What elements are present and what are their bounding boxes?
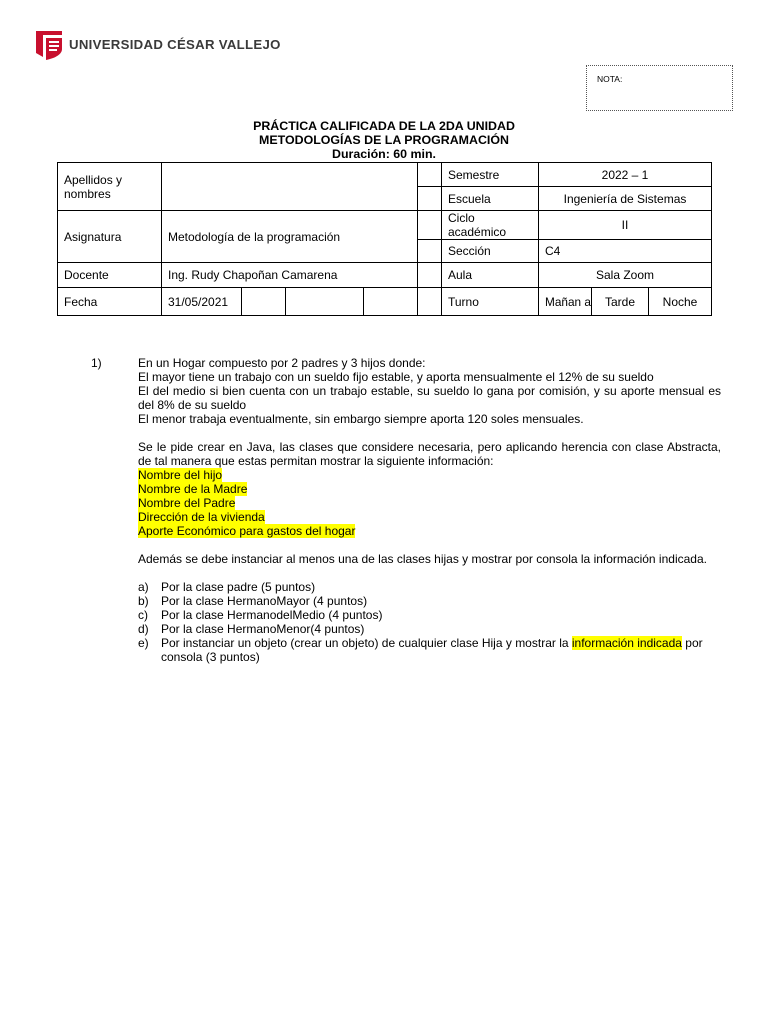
semestre-value: 2022 – 1: [539, 163, 712, 187]
option-text: Por la clase HermanodelMedio (4 puntos): [161, 608, 383, 622]
blank-cell: [286, 288, 364, 316]
fecha-value: 31/05/2021: [162, 288, 242, 316]
option-text: Por la clase padre (5 puntos): [161, 580, 316, 594]
title-line-1: PRÁCTICA CALIFICADA DE LA 2DA UNIDAD: [253, 119, 515, 133]
university-name: UNIVERSIDAD CÉSAR VALLEJO: [69, 36, 281, 52]
escuela-label: Escuela: [442, 187, 539, 211]
question-number: 1): [91, 356, 102, 370]
option-item: [138, 580, 721, 594]
seccion-label: Sección: [442, 240, 539, 263]
escuela-value: Ingeniería de Sistemas: [539, 187, 712, 211]
option-text-end: por consola (3 puntos): [161, 636, 703, 664]
blank-cell: [418, 263, 442, 288]
option-letter: d): [138, 622, 149, 636]
semestre-label: Semestre: [442, 163, 539, 187]
blank-cell: [418, 163, 442, 187]
ciclo-value: II: [539, 211, 712, 240]
options-list: [138, 580, 721, 664]
highlighted-item: Nombre de la Madre: [138, 482, 248, 496]
option-item: [138, 594, 721, 608]
docente-value: Ing. Rudy Chapoñan Camarena: [162, 263, 418, 288]
option-letter: c): [138, 608, 148, 622]
docente-label: Docente: [58, 263, 162, 288]
option-highlight: información indicada: [571, 636, 682, 650]
aula-label: Aula: [442, 263, 539, 288]
document-title-block: [0, 119, 768, 161]
blank-cell: [418, 211, 442, 240]
option-text: Por instanciar un objeto (crear un objeto) de cualquier clase Hija y mostrar la: [161, 636, 572, 650]
blank-cell: [418, 187, 442, 211]
blank-cell: [242, 288, 286, 316]
option-text: Por la clase HermanoMenor(4 puntos): [161, 622, 365, 636]
option-item: [138, 622, 721, 636]
fecha-label: Fecha: [58, 288, 162, 316]
highlighted-item: Aporte Económico para gastos del hogar: [138, 524, 356, 538]
highlighted-list: [138, 468, 721, 538]
option-letter: a): [138, 580, 149, 594]
university-logo: [34, 27, 281, 61]
highlighted-item: Dirección de la vivienda: [138, 510, 265, 524]
title-line-2: METODOLOGÍAS DE LA PROGRAMACIÓN: [259, 133, 509, 147]
asignatura-label: Asignatura: [58, 211, 162, 263]
asignatura-value: Metodología de la programación: [162, 211, 418, 263]
question-content: [138, 356, 721, 664]
question-request: Se le pide crear en Java, las clases que considere necesaria, pero aplicando herencia con clase Abstracta, de tal manera que estas permitan mostrar la siguiente información:: [138, 440, 721, 468]
ciclo-label: Ciclo académico: [442, 211, 539, 240]
option-letter: b): [138, 594, 149, 608]
nota-box: [586, 65, 733, 111]
ucv-shield-icon: [34, 27, 64, 61]
question-menor: El menor trabaja eventualmente, sin embargo siempre aporta 120 soles mensuales.: [138, 412, 584, 426]
aula-value: Sala Zoom: [539, 263, 712, 288]
blank-cell: [418, 240, 442, 263]
turno-manana: Mañan a: [539, 288, 592, 316]
seccion-value: C4: [539, 240, 712, 263]
student-info-table: [57, 162, 712, 316]
nota-label: NOTA:: [597, 74, 623, 84]
option-item: [138, 636, 721, 664]
blank-cell: [364, 288, 418, 316]
blank-cell: [418, 288, 442, 316]
turno-noche: Noche: [649, 288, 712, 316]
turno-label: Turno: [442, 288, 539, 316]
apellidos-field[interactable]: [162, 163, 418, 211]
question-instanciar: Además se debe instanciar al menos una de las clases hijas y mostrar por consola la información indicada.: [138, 552, 707, 566]
highlighted-item: Nombre del Padre: [138, 496, 236, 510]
option-item: [138, 608, 721, 622]
apellidos-label: Apellidos y nombres: [58, 163, 162, 211]
title-duration: Duración: 60 min.: [332, 147, 436, 161]
question-medio: El del medio si bien cuenta con un trabajo estable, su sueldo lo gana por comisión, y su aporte mensual es del 8% de su sueldo: [138, 384, 721, 412]
highlighted-item: Nombre del hijo: [138, 468, 223, 482]
turno-tarde: Tarde: [592, 288, 649, 316]
question-mayor: El mayor tiene un trabajo con un sueldo fijo estable, y aporta mensualmente el 12% de su sueldo: [138, 370, 654, 384]
question-intro: En un Hogar compuesto por 2 padres y 3 hijos donde:: [138, 356, 426, 370]
option-letter: e): [138, 636, 149, 650]
option-text: Por la clase HermanoMayor (4 puntos): [161, 594, 368, 608]
